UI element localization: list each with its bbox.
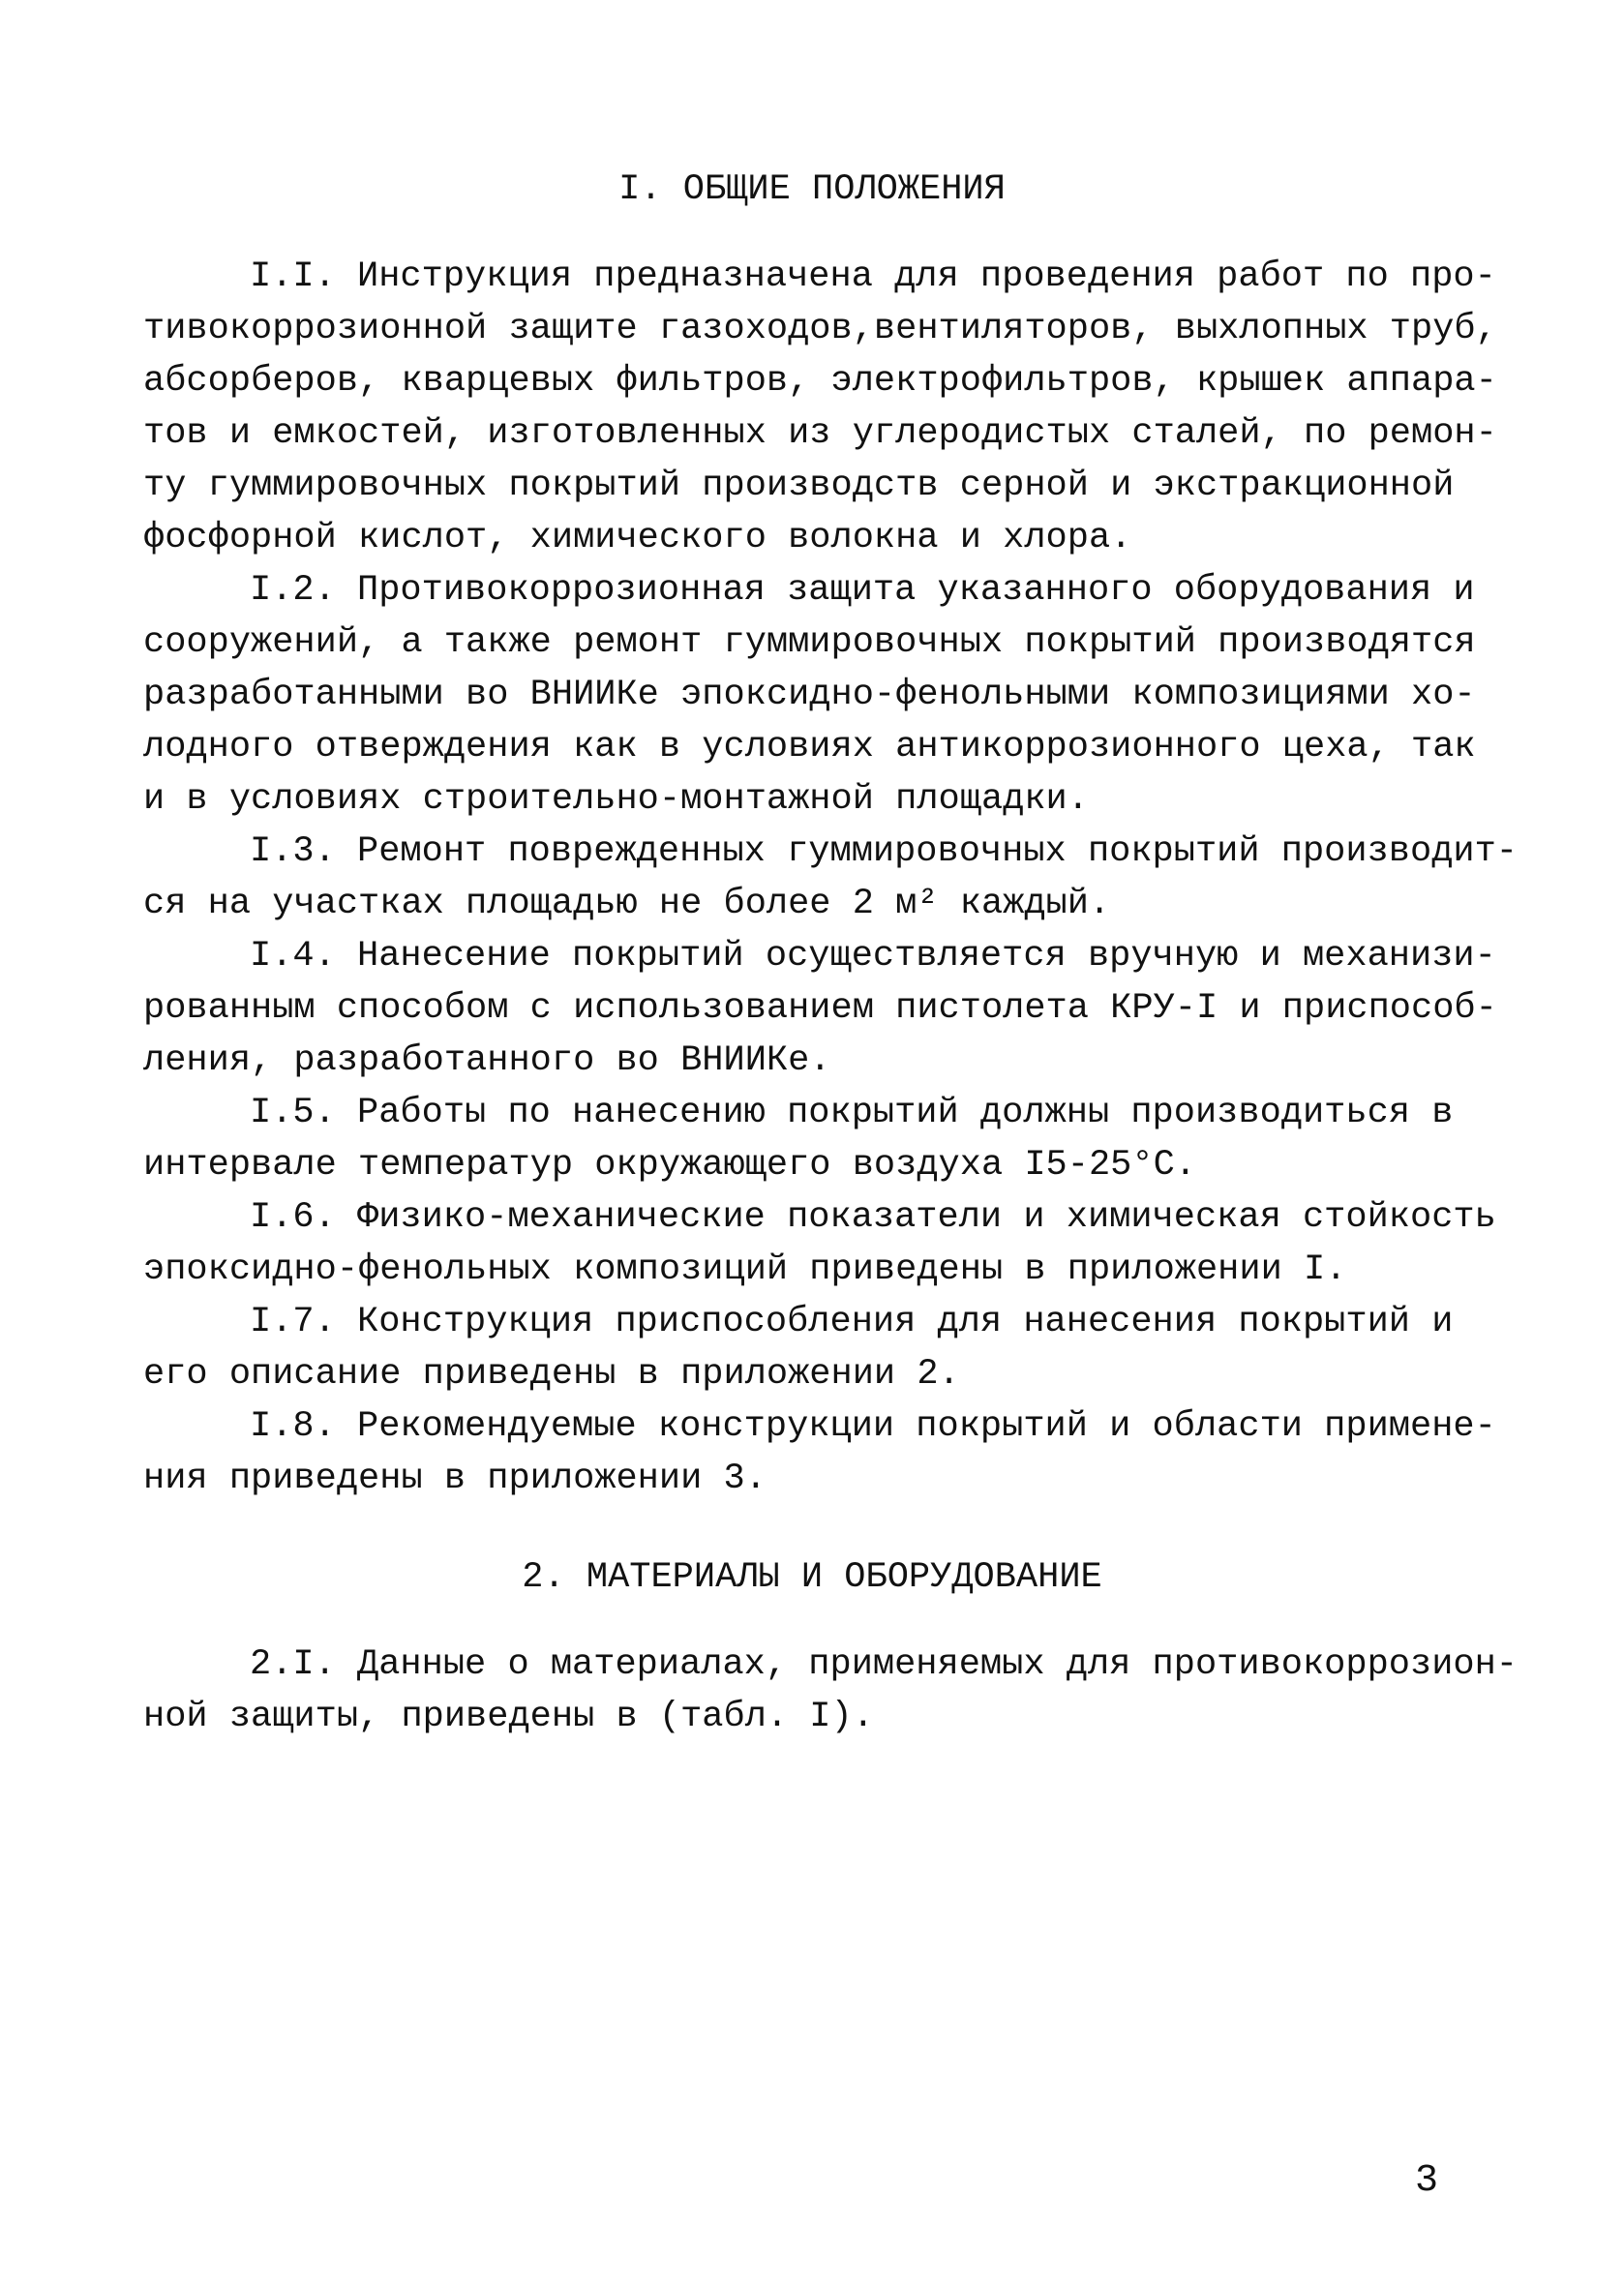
paragraph-1-7-line-1: I.7. Конструкция приспособления для нанесения покрытий и [250,1302,1454,1342]
paragraph-1-1-line-6: фосфорной кислот, химического волокна и хлора. [143,518,1132,558]
paragraph-1-1-line-4: тов и емкостей, изготовленных из углеродистых сталей, по ремон- [143,413,1497,454]
page-number: 3 [1415,2159,1439,2203]
paragraph-1-8-line-1: I.8. Рекомендуемые конструкции покрытий и области примене- [250,1406,1496,1447]
paragraph-1-1-line-1: I.I. Инструкция предназначена для проведения работ по про- [250,256,1496,297]
paragraph-2-1-line-1: 2.I. Данные о материалах, применяемых для противокоррозион- [250,1644,1519,1685]
paragraph-1-4-line-2: рованным способом с использованием пистолета КРУ-I и приспособ- [143,988,1497,1029]
paragraph-1-2-line-4: лодного отверждения как в условиях антикоррозионного цеха, так [143,727,1476,767]
paragraph-1-6-line-1: I.6. Физико-механические показатели и химическая стойкость [250,1197,1496,1238]
paragraph-1-1-line-3: абсорберов, кварцевых фильтров, электрофильтров, крышек аппара- [143,361,1497,402]
paragraph-2-1-line-2: ной защиты, приведены в (табл. I). [143,1697,874,1737]
paragraph-1-1-line-5: ту гуммировочных покрытий производств серной и экстракционной [143,466,1455,506]
paragraph-1-1-line-2: тивокоррозионной защите газоходов,вентиляторов, выхлопных труб, [143,309,1497,349]
paragraph-1-7-line-2: его описание приведены в приложении 2. [143,1354,960,1395]
section-1-title: I. ОБЩИЕ ПОЛОЖЕНИЯ [618,169,1006,210]
paragraph-1-5-line-1: I.5. Работы по нанесению покрытий должны производиться в [250,1093,1454,1133]
paragraph-1-2-line-3: разработанными во ВНИИКе эпоксидно-фенольными композициями хо- [143,675,1476,715]
paragraph-1-2-line-5: и в условиях строительно-монтажной площадки. [143,779,1089,820]
paragraph-1-4-line-1: I.4. Нанесение покрытий осуществляется вручную и механизи- [250,936,1496,977]
paragraph-1-6-line-2: эпоксидно-фенольных композиций приведены в приложении I. [143,1249,1347,1290]
paragraph-1-3-line-2: ся на участках площадью не более 2 м² каждый. [143,884,1111,924]
paragraph-1-2-line-2: сооружений, а также ремонт гуммировочных покрытий производятся [143,622,1476,663]
paragraph-1-3-line-1: I.3. Ремонт поврежденных гуммировочных покрытий производит- [250,831,1519,872]
paragraph-1-2-line-1: I.2. Противокоррозионная защита указанного оборудования и [250,570,1475,611]
paragraph-1-5-line-2: интервале температур окружающего воздуха I5-25°С. [143,1145,1196,1186]
paragraph-1-4-line-3: ления, разработанного во ВНИИКе. [143,1040,831,1081]
paragraph-1-8-line-2: ния приведены в приложении 3. [143,1459,767,1499]
section-2-title: 2. МАТЕРИАЛЫ И ОБОРУДОВАНИЕ [522,1557,1102,1598]
